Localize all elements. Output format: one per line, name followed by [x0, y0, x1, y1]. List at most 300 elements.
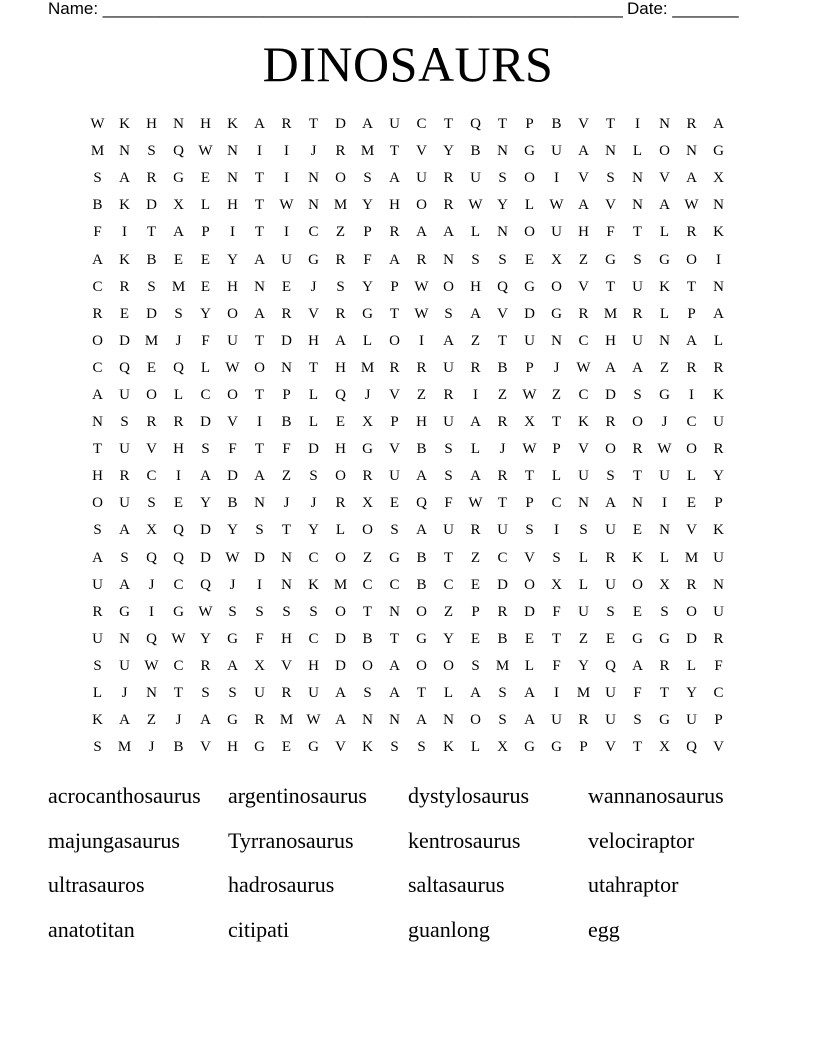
grid-letter[interactable]: I	[419, 332, 424, 349]
grid-letter[interactable]: U	[551, 143, 562, 160]
grid-letter[interactable]: F	[606, 224, 615, 241]
grid-letter[interactable]: D	[686, 630, 697, 647]
grid-letter[interactable]: H	[227, 739, 238, 756]
grid-letter[interactable]: A	[335, 332, 346, 349]
grid-letter[interactable]: A	[416, 468, 427, 485]
grid-letter[interactable]: U	[551, 224, 562, 241]
grid-letter[interactable]: J	[121, 685, 128, 702]
grid-letter[interactable]: F	[255, 630, 264, 647]
grid-letter[interactable]: T	[416, 685, 427, 702]
grid-letter[interactable]: P	[714, 712, 723, 729]
grid-letter[interactable]: X	[362, 495, 373, 512]
grid-letter[interactable]: G	[227, 712, 238, 729]
grid-letter[interactable]: R	[632, 441, 643, 458]
grid-letter[interactable]: O	[524, 576, 535, 593]
grid-letter[interactable]: O	[443, 278, 454, 295]
grid-letter[interactable]: E	[605, 630, 616, 647]
grid-letter[interactable]: P	[579, 739, 588, 756]
grid-letter[interactable]: G	[173, 170, 184, 187]
grid-letter[interactable]: F	[633, 685, 642, 702]
grid-letter[interactable]: N	[173, 116, 184, 133]
grid-letter[interactable]: I	[716, 251, 721, 268]
grid-letter[interactable]: J	[499, 441, 506, 458]
grid-letter[interactable]: A	[92, 386, 103, 403]
grid-letter[interactable]: N	[659, 332, 670, 349]
grid-letter[interactable]: U	[578, 603, 589, 620]
grid-letter[interactable]: H	[416, 414, 427, 431]
grid-letter[interactable]: V	[308, 305, 319, 322]
grid-letter[interactable]: G	[551, 739, 562, 756]
grid-letter[interactable]: O	[632, 576, 643, 593]
grid-letter[interactable]: L	[470, 739, 481, 756]
grid-letter[interactable]: K	[713, 224, 724, 241]
grid-letter[interactable]: S	[498, 685, 507, 702]
grid-letter[interactable]: E	[470, 630, 481, 647]
grid-letter[interactable]: R	[335, 251, 346, 268]
grid-letter[interactable]: H	[281, 630, 292, 647]
grid-letter[interactable]: L	[200, 197, 211, 214]
grid-letter[interactable]: U	[551, 712, 562, 729]
grid-letter[interactable]: T	[605, 116, 616, 133]
grid-letter[interactable]: R	[416, 359, 427, 376]
grid-letter[interactable]: J	[310, 143, 317, 160]
grid-letter[interactable]: U	[686, 712, 697, 729]
grid-letter[interactable]: K	[443, 739, 454, 756]
grid-letter[interactable]: O	[524, 170, 535, 187]
grid-letter[interactable]: S	[471, 657, 480, 674]
grid-letter[interactable]: C	[389, 576, 400, 593]
grid-letter[interactable]: F	[552, 603, 561, 620]
grid-letter[interactable]: T	[254, 170, 265, 187]
grid-letter[interactable]: N	[254, 495, 265, 512]
grid-letter[interactable]: N	[308, 197, 319, 214]
grid-letter[interactable]: J	[364, 386, 371, 403]
grid-letter[interactable]: G	[551, 305, 562, 322]
grid-letter[interactable]: T	[551, 414, 562, 431]
grid-letter[interactable]: T	[254, 386, 265, 403]
grid-letter[interactable]: N	[659, 116, 670, 133]
grid-letter[interactable]: U	[119, 386, 130, 403]
grid-letter[interactable]: W	[576, 359, 591, 376]
grid-letter[interactable]: S	[633, 386, 642, 403]
grid-letter[interactable]: I	[284, 224, 289, 241]
grid-letter[interactable]: Y	[362, 278, 373, 295]
grid-letter[interactable]: L	[308, 414, 319, 431]
grid-letter[interactable]: B	[362, 630, 373, 647]
grid-letter[interactable]: X	[713, 170, 724, 187]
grid-letter[interactable]: Z	[659, 359, 670, 376]
grid-letter[interactable]: D	[605, 386, 616, 403]
grid-letter[interactable]: A	[605, 359, 616, 376]
grid-letter[interactable]: H	[308, 657, 319, 674]
grid-letter[interactable]: G	[416, 630, 427, 647]
grid-letter[interactable]: V	[659, 170, 670, 187]
grid-letter[interactable]: D	[146, 197, 157, 214]
grid-letter[interactable]: N	[632, 170, 643, 187]
grid-letter[interactable]: I	[257, 576, 262, 593]
grid-letter[interactable]: H	[389, 197, 400, 214]
grid-letter[interactable]: Z	[578, 630, 589, 647]
grid-letter[interactable]: Y	[578, 657, 589, 674]
grid-letter[interactable]: Q	[173, 522, 184, 539]
grid-letter[interactable]: T	[308, 116, 319, 133]
grid-letter[interactable]: F	[93, 224, 102, 241]
grid-letter[interactable]: Q	[173, 143, 184, 160]
grid-letter[interactable]: Q	[416, 495, 427, 512]
grid-letter[interactable]: I	[635, 116, 640, 133]
grid-letter[interactable]: C	[308, 549, 319, 566]
grid-letter[interactable]: P	[687, 305, 696, 322]
grid-letter[interactable]: E	[200, 251, 211, 268]
grid-letter[interactable]: N	[713, 576, 724, 593]
grid-letter[interactable]: V	[524, 549, 535, 566]
grid-letter[interactable]: K	[308, 576, 319, 593]
grid-letter[interactable]: X	[551, 251, 562, 268]
grid-letter[interactable]: A	[173, 224, 184, 241]
grid-letter[interactable]: R	[146, 414, 157, 431]
grid-letter[interactable]: U	[254, 685, 265, 702]
grid-letter[interactable]: X	[551, 576, 562, 593]
grid-letter[interactable]: R	[632, 305, 643, 322]
grid-letter[interactable]: Z	[470, 332, 481, 349]
grid-letter[interactable]: R	[281, 116, 292, 133]
grid-letter[interactable]: C	[686, 414, 697, 431]
grid-letter[interactable]: A	[200, 712, 211, 729]
grid-letter[interactable]: O	[659, 143, 670, 160]
grid-letter[interactable]: G	[659, 251, 670, 268]
grid-letter[interactable]: I	[662, 495, 667, 512]
grid-letter[interactable]: S	[444, 468, 453, 485]
grid-letter[interactable]: Q	[119, 359, 130, 376]
grid-letter[interactable]: Y	[686, 685, 697, 702]
grid-letter[interactable]: P	[471, 603, 480, 620]
grid-letter[interactable]: S	[606, 170, 615, 187]
grid-letter[interactable]: Z	[497, 386, 508, 403]
grid-letter[interactable]: N	[632, 495, 643, 512]
grid-letter[interactable]: A	[119, 170, 130, 187]
grid-letter[interactable]: M	[279, 712, 294, 729]
grid-letter[interactable]: T	[254, 224, 265, 241]
grid-letter[interactable]: O	[92, 332, 103, 349]
grid-letter[interactable]: J	[310, 278, 317, 295]
grid-letter[interactable]: G	[254, 739, 265, 756]
grid-letter[interactable]: S	[660, 603, 669, 620]
grid-letter[interactable]: E	[335, 414, 346, 431]
grid-letter[interactable]: Y	[443, 630, 454, 647]
grid-letter[interactable]: U	[119, 495, 130, 512]
grid-letter[interactable]: G	[713, 143, 724, 160]
grid-letter[interactable]: A	[686, 170, 697, 187]
grid-letter[interactable]: G	[362, 305, 373, 322]
grid-letter[interactable]: R	[119, 278, 130, 295]
grid-letter[interactable]: U	[443, 414, 454, 431]
grid-letter[interactable]: O	[335, 170, 346, 187]
grid-letter[interactable]: R	[119, 468, 130, 485]
grid-letter[interactable]: O	[227, 305, 238, 322]
grid-letter[interactable]: C	[443, 576, 454, 593]
grid-letter[interactable]: V	[713, 739, 724, 756]
grid-letter[interactable]: D	[335, 630, 346, 647]
grid-letter[interactable]: N	[443, 712, 454, 729]
grid-letter[interactable]: L	[578, 576, 589, 593]
grid-letter[interactable]: Y	[200, 630, 211, 647]
grid-letter[interactable]: W	[144, 657, 159, 674]
grid-letter[interactable]: S	[174, 305, 183, 322]
grid-letter[interactable]: L	[443, 685, 454, 702]
grid-letter[interactable]: N	[632, 197, 643, 214]
grid-letter[interactable]: J	[175, 332, 182, 349]
grid-letter[interactable]: T	[254, 441, 265, 458]
grid-letter[interactable]: B	[227, 495, 238, 512]
grid-letter[interactable]: G	[524, 739, 535, 756]
grid-letter[interactable]: N	[605, 143, 616, 160]
grid-letter[interactable]: S	[579, 522, 588, 539]
grid-letter[interactable]: V	[497, 305, 508, 322]
grid-letter[interactable]: M	[360, 359, 375, 376]
grid-letter[interactable]: S	[525, 522, 534, 539]
grid-letter[interactable]: O	[443, 657, 454, 674]
grid-letter[interactable]: U	[443, 522, 454, 539]
grid-letter[interactable]: J	[229, 576, 236, 593]
grid-letter[interactable]: B	[173, 739, 184, 756]
grid-letter[interactable]: X	[173, 197, 184, 214]
grid-letter[interactable]: N	[281, 576, 292, 593]
grid-letter[interactable]: W	[171, 630, 186, 647]
grid-letter[interactable]: U	[605, 522, 616, 539]
grid-letter[interactable]: G	[524, 143, 535, 160]
grid-letter[interactable]: V	[146, 441, 157, 458]
grid-letter[interactable]: L	[362, 332, 373, 349]
grid-letter[interactable]: N	[713, 278, 724, 295]
grid-letter[interactable]: V	[605, 739, 616, 756]
grid-letter[interactable]: S	[201, 685, 210, 702]
grid-letter[interactable]: H	[227, 278, 238, 295]
grid-letter[interactable]: J	[310, 495, 317, 512]
grid-letter[interactable]: T	[632, 224, 643, 241]
grid-letter[interactable]: A	[254, 251, 265, 268]
grid-letter[interactable]: T	[551, 630, 562, 647]
grid-letter[interactable]: R	[200, 657, 211, 674]
grid-letter[interactable]: O	[470, 712, 481, 729]
grid-letter[interactable]: I	[284, 143, 289, 160]
grid-letter[interactable]: I	[149, 603, 154, 620]
grid-letter[interactable]: B	[551, 116, 562, 133]
grid-letter[interactable]: Q	[173, 549, 184, 566]
grid-letter[interactable]: N	[686, 143, 697, 160]
grid-letter[interactable]: E	[173, 495, 184, 512]
grid-letter[interactable]: X	[497, 739, 508, 756]
grid-letter[interactable]: H	[227, 197, 238, 214]
grid-letter[interactable]: A	[254, 116, 265, 133]
grid-letter[interactable]: I	[554, 170, 559, 187]
grid-letter[interactable]: L	[659, 549, 670, 566]
grid-letter[interactable]: D	[335, 116, 346, 133]
grid-letter[interactable]: V	[578, 170, 589, 187]
grid-letter[interactable]: L	[632, 143, 643, 160]
grid-letter[interactable]: L	[686, 657, 697, 674]
grid-letter[interactable]: W	[306, 712, 321, 729]
grid-letter[interactable]: R	[713, 441, 724, 458]
grid-letter[interactable]: W	[522, 441, 537, 458]
grid-letter[interactable]: Y	[362, 197, 373, 214]
grid-letter[interactable]: O	[551, 278, 562, 295]
grid-letter[interactable]: A	[416, 712, 427, 729]
grid-letter[interactable]: D	[254, 549, 265, 566]
grid-letter[interactable]: L	[92, 685, 103, 702]
grid-letter[interactable]: U	[524, 332, 535, 349]
grid-letter[interactable]: F	[201, 332, 210, 349]
grid-letter[interactable]: M	[171, 278, 186, 295]
grid-letter[interactable]: V	[335, 739, 346, 756]
grid-letter[interactable]: T	[497, 332, 508, 349]
grid-letter[interactable]: I	[473, 386, 478, 403]
grid-letter[interactable]: U	[713, 603, 724, 620]
grid-letter[interactable]: O	[605, 441, 616, 458]
grid-letter[interactable]: T	[497, 116, 508, 133]
grid-letter[interactable]: O	[416, 197, 427, 214]
grid-letter[interactable]: S	[228, 603, 237, 620]
grid-letter[interactable]: U	[605, 685, 616, 702]
grid-letter[interactable]: U	[497, 522, 508, 539]
grid-letter[interactable]: R	[335, 305, 346, 322]
grid-letter[interactable]: W	[414, 278, 429, 295]
grid-letter[interactable]: O	[524, 224, 535, 241]
grid-letter[interactable]: L	[308, 386, 319, 403]
grid-letter[interactable]: H	[605, 332, 616, 349]
grid-letter[interactable]: D	[200, 414, 211, 431]
grid-letter[interactable]: D	[227, 468, 238, 485]
grid-letter[interactable]: M	[360, 143, 375, 160]
grid-letter[interactable]: T	[92, 441, 103, 458]
grid-letter[interactable]: J	[283, 495, 290, 512]
grid-letter[interactable]: L	[659, 224, 670, 241]
grid-letter[interactable]: N	[389, 712, 400, 729]
grid-letter[interactable]: G	[173, 603, 184, 620]
grid-letter[interactable]: O	[146, 386, 157, 403]
grid-letter[interactable]: U	[713, 549, 724, 566]
grid-letter[interactable]: R	[686, 576, 697, 593]
grid-letter[interactable]: T	[389, 143, 400, 160]
grid-letter[interactable]: D	[308, 441, 319, 458]
grid-letter[interactable]: R	[443, 197, 454, 214]
grid-letter[interactable]: Z	[335, 224, 346, 241]
grid-letter[interactable]: O	[416, 657, 427, 674]
grid-letter[interactable]: D	[119, 332, 130, 349]
grid-letter[interactable]: N	[551, 332, 562, 349]
grid-letter[interactable]: E	[524, 630, 535, 647]
grid-letter[interactable]: S	[390, 739, 399, 756]
grid-letter[interactable]: E	[524, 251, 535, 268]
grid-letter[interactable]: G	[389, 549, 400, 566]
grid-letter[interactable]: A	[632, 359, 643, 376]
grid-letter[interactable]: U	[389, 468, 400, 485]
grid-letter[interactable]: H	[146, 116, 157, 133]
grid-letter[interactable]: C	[308, 630, 319, 647]
grid-letter[interactable]: A	[254, 305, 265, 322]
grid-letter[interactable]: K	[227, 116, 238, 133]
grid-letter[interactable]: V	[200, 739, 211, 756]
grid-letter[interactable]: I	[689, 386, 694, 403]
grid-letter[interactable]: E	[200, 170, 211, 187]
grid-letter[interactable]: S	[93, 170, 102, 187]
grid-letter[interactable]: L	[551, 468, 562, 485]
grid-letter[interactable]: G	[659, 712, 670, 729]
grid-letter[interactable]: R	[686, 224, 697, 241]
grid-letter[interactable]: N	[119, 630, 130, 647]
grid-letter[interactable]: O	[227, 386, 238, 403]
grid-letter[interactable]: H	[470, 278, 481, 295]
grid-letter[interactable]: G	[524, 278, 535, 295]
grid-letter[interactable]: H	[578, 224, 589, 241]
grid-letter[interactable]: Q	[497, 278, 508, 295]
grid-letter[interactable]: X	[254, 657, 265, 674]
grid-letter[interactable]: K	[659, 278, 670, 295]
grid-letter[interactable]: P	[525, 116, 534, 133]
grid-letter[interactable]: C	[416, 116, 427, 133]
grid-letter[interactable]: A	[713, 116, 724, 133]
grid-letter[interactable]: B	[416, 549, 427, 566]
grid-letter[interactable]: J	[148, 739, 155, 756]
grid-letter[interactable]: A	[362, 116, 373, 133]
grid-letter[interactable]: Q	[605, 657, 616, 674]
grid-letter[interactable]: T	[524, 468, 535, 485]
grid-letter[interactable]: D	[524, 305, 535, 322]
grid-letter[interactable]: F	[714, 657, 723, 674]
grid-letter[interactable]: E	[173, 251, 184, 268]
grid-letter[interactable]: D	[335, 657, 346, 674]
grid-letter[interactable]: T	[443, 549, 454, 566]
grid-letter[interactable]: W	[549, 197, 564, 214]
grid-letter[interactable]: A	[524, 685, 535, 702]
grid-letter[interactable]: M	[117, 739, 132, 756]
grid-letter[interactable]: A	[443, 332, 454, 349]
grid-letter[interactable]: S	[606, 603, 615, 620]
grid-letter[interactable]: U	[443, 359, 454, 376]
grid-letter[interactable]: C	[578, 332, 589, 349]
grid-letter[interactable]: U	[659, 468, 670, 485]
grid-letter[interactable]: G	[659, 630, 670, 647]
grid-letter[interactable]: C	[578, 386, 589, 403]
grid-letter[interactable]: E	[632, 522, 643, 539]
grid-letter[interactable]: A	[632, 657, 643, 674]
grid-letter[interactable]: O	[416, 603, 427, 620]
grid-letter[interactable]: I	[257, 414, 262, 431]
grid-letter[interactable]: T	[443, 116, 454, 133]
grid-letter[interactable]: Q	[686, 739, 697, 756]
grid-letter[interactable]: L	[470, 441, 481, 458]
grid-letter[interactable]: Z	[362, 549, 373, 566]
grid-letter[interactable]: T	[389, 305, 400, 322]
grid-letter[interactable]: W	[225, 359, 240, 376]
grid-letter[interactable]: G	[119, 603, 130, 620]
grid-letter[interactable]: A	[227, 657, 238, 674]
grid-letter[interactable]: U	[632, 278, 643, 295]
grid-letter[interactable]: E	[470, 576, 481, 593]
grid-letter[interactable]: R	[605, 549, 616, 566]
grid-letter[interactable]: M	[90, 143, 105, 160]
grid-letter[interactable]: T	[308, 359, 319, 376]
grid-letter[interactable]: Q	[470, 116, 481, 133]
grid-letter[interactable]: T	[254, 197, 265, 214]
grid-letter[interactable]: Y	[200, 305, 211, 322]
grid-letter[interactable]: D	[200, 522, 211, 539]
grid-letter[interactable]: E	[119, 305, 130, 322]
grid-letter[interactable]: R	[92, 603, 103, 620]
grid-letter[interactable]: F	[363, 251, 372, 268]
grid-letter[interactable]: N	[281, 549, 292, 566]
grid-letter[interactable]: A	[200, 468, 211, 485]
grid-letter[interactable]: R	[686, 359, 697, 376]
